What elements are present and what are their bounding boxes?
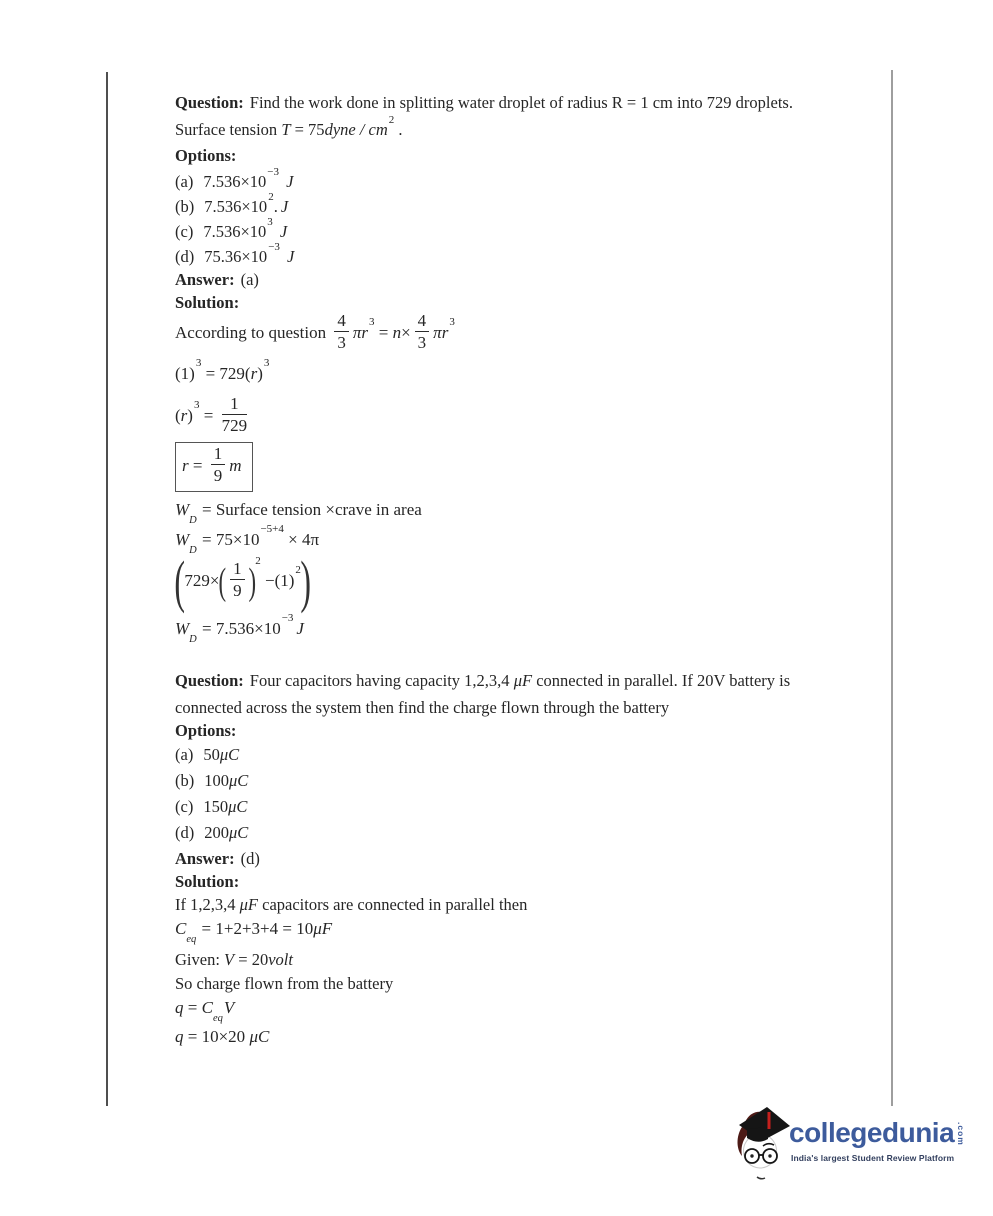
option-sep (279, 172, 283, 191)
q1-sol-eq5 (175, 523, 320, 557)
eq5-base: = 75×10 (197, 530, 260, 549)
eq3-r: r (180, 405, 188, 425)
fraction-denominator: 729 (221, 416, 248, 435)
option-label: (c) (175, 797, 194, 816)
q1-sol-eq3 (175, 396, 251, 438)
q-equals: = (183, 998, 202, 1017)
option-value: 150 (203, 797, 229, 816)
option-unit: μC (219, 745, 240, 764)
q2-answer-label: Answer: (175, 849, 235, 868)
q1-question-line2 (175, 113, 403, 141)
eq1-n: n (392, 322, 402, 342)
fraction-numerator: 4 (334, 311, 349, 332)
q2-question-line1 (175, 670, 790, 692)
fraction-numerator: 4 (415, 311, 430, 332)
sol-text-b: capacitors are connected in parallel then (258, 895, 528, 914)
q2-sol-given (175, 949, 293, 971)
eq2-mid: = 729( (201, 364, 251, 383)
q2-question-text-b: connected in parallel. If 20V battery is (532, 671, 791, 690)
q1-options-label: Options: (175, 146, 237, 165)
q-c-subscript: eq (212, 1013, 223, 1025)
q1-sol-boxed-result (175, 442, 253, 492)
q2-solution-label: Solution: (175, 872, 240, 891)
given-label: Given: (175, 950, 225, 969)
logo-tagline: India's largest Student Review Platform (791, 1153, 955, 1163)
q1-eq-75: = 75 (290, 120, 325, 139)
option-sep (273, 222, 277, 241)
ceq-symbol: C (175, 919, 187, 938)
q2-question-label: Question: (175, 671, 244, 690)
fraction-numerator: 1 (230, 559, 245, 580)
q-c-symbol: C (201, 998, 213, 1017)
option-exponent: −3 (267, 165, 279, 178)
option-unit: J (279, 222, 288, 241)
option-value: 7.536×10 (204, 197, 268, 216)
option-value: 7.536×10 (203, 172, 267, 191)
eq2-exp: 3 (195, 357, 202, 370)
big-open-paren: ( (174, 549, 185, 614)
q1-options-label-line (175, 145, 236, 167)
option-exponent: −3 (268, 240, 280, 253)
given-var: V (224, 950, 235, 969)
q2-question-text-cont: connected across the system then find the charge flown through the battery (175, 698, 670, 717)
q2-sol-ceq (175, 918, 333, 946)
q2-sol-line1 (175, 894, 527, 916)
eq1-equals: = (374, 322, 393, 342)
option-label: (a) (175, 172, 194, 191)
option-unit: J (286, 172, 294, 191)
q1-solution-label: Solution: (175, 293, 240, 312)
eq2-close: ) (257, 364, 263, 383)
q1-option-d (175, 240, 295, 268)
q2-sol-q-result (175, 1026, 269, 1048)
q-symbol: q (175, 998, 184, 1017)
fraction-1-9 (230, 559, 245, 601)
given-unit: volt (268, 950, 293, 969)
option-sep (280, 247, 284, 266)
option-label: (b) (175, 197, 195, 216)
q2-sol-q-formula (175, 997, 235, 1025)
q2-answer-value: (d) (240, 849, 260, 868)
option-value: 100 (204, 771, 229, 790)
option-value: 50 (203, 745, 220, 764)
inner-close-paren: ) (248, 561, 256, 603)
q1-sol-eq1 (175, 313, 455, 355)
q-v-symbol: V (223, 998, 235, 1017)
inner-open-paren: ( (218, 561, 227, 603)
option-unit: μC (229, 771, 249, 790)
q2-solution-label-line (175, 871, 239, 893)
q2-options-label-line (175, 720, 236, 742)
mascot-icon (733, 1100, 791, 1184)
eq3-open: ( (175, 405, 181, 425)
fraction-4-3 (334, 311, 349, 353)
result-exponent: −3 (281, 612, 294, 625)
eq1-prefix: According to question (175, 322, 331, 342)
q-unit: μC (249, 1027, 270, 1046)
logo-brand-text: collegedunia (789, 1117, 955, 1148)
page-border-right (891, 70, 893, 1106)
page-border-left (106, 72, 108, 1106)
q2-option-d (175, 822, 248, 844)
fraction-denominator: 9 (213, 466, 223, 485)
option-unit: μC (229, 823, 249, 842)
fraction-numerator: 1 (211, 444, 226, 465)
q2-answer-line (175, 848, 260, 870)
sol-text-a: If 1,2,3,4 (175, 895, 240, 914)
option-label: (d) (175, 823, 195, 842)
q2-option-c (175, 796, 247, 818)
fraction-denominator: 3 (337, 333, 346, 352)
q1-option-a (175, 165, 294, 193)
q1-sol-eq6-bigparen (174, 549, 311, 614)
q2-question-line2 (175, 697, 669, 719)
q1-question-text: Find the work done in splitting water droplet of radius R = 1 cm into 729 droplets. (249, 93, 793, 112)
q1-option-c (175, 215, 288, 243)
option-value: 7.536×10 (203, 222, 267, 241)
q2-option-b (175, 770, 248, 792)
eq6-exp1: 2 (255, 555, 261, 568)
collegedunia-logo (733, 1100, 983, 1190)
wd-symbol: W (175, 619, 190, 638)
wd-symbol: W (175, 530, 190, 549)
sol-charge-text: So charge flown from the battery (175, 974, 394, 993)
fraction-denominator: 3 (417, 333, 427, 352)
wd-subscript: D (189, 515, 197, 527)
q1-answer-value: (a) (240, 270, 259, 289)
q1-exp-2: 2 (388, 113, 395, 126)
q1-sol-result (175, 612, 304, 646)
given-eq: = 20 (234, 950, 269, 969)
q1-period: . (394, 120, 403, 139)
ceq-sum: = 1+2+3+4 = 10 (197, 919, 314, 938)
eq2-r: r (250, 364, 258, 383)
q1-var-T: T (281, 120, 291, 139)
option-label: (b) (175, 771, 195, 790)
q1-sol-eq4 (175, 499, 422, 527)
option-label: (c) (175, 222, 194, 241)
wd-symbol: W (175, 500, 190, 519)
eq1-pi-r: πr (352, 322, 368, 342)
result-unit: J (296, 619, 304, 638)
eq2-exp: 3 (263, 357, 270, 370)
eq6-729x: 729× (184, 570, 220, 590)
box-r: r (182, 455, 189, 475)
fraction-numerator: 1 (222, 394, 248, 415)
fraction-4-3 (415, 311, 430, 353)
eq6-exp2: 2 (295, 564, 301, 577)
fraction-denominator: 9 (233, 581, 242, 600)
q1-unit-dyne: dyne / cm (324, 120, 388, 139)
eq1-exp: 3 (449, 316, 455, 329)
eq3-exp: 3 (193, 399, 200, 412)
box-equals: = (188, 455, 207, 475)
q2-question-text-a: Four capacitors having capacity 1,2,3,4 (249, 671, 514, 690)
q1-question-label: Question: (175, 93, 244, 112)
logo-tld: .com (956, 1122, 967, 1146)
q1-question-line1 (175, 92, 793, 114)
q1-option-b (175, 190, 289, 218)
eq3-close: ) (187, 405, 193, 425)
option-exponent: 3 (267, 215, 273, 228)
q1-solution-label-line (175, 292, 239, 314)
option-exponent: 2 (268, 190, 274, 203)
boxed-equation (175, 442, 253, 492)
box-unit: m (229, 455, 242, 475)
logo-brand (789, 1117, 966, 1149)
option-value: 75.36×10 (204, 247, 268, 266)
fraction-1-729 (222, 394, 248, 436)
eq5-rest: × 4π (283, 530, 320, 549)
option-unit: J (287, 247, 295, 266)
fraction-1-9 (211, 444, 226, 486)
sol-microfarad: μF (239, 895, 258, 914)
q1-answer-label: Answer: (175, 270, 235, 289)
option-label: (d) (175, 247, 195, 266)
option-sep: . (273, 197, 278, 216)
eq3-equals: = (199, 405, 218, 425)
eq6-minus-one: −(1) (260, 570, 295, 590)
q2-options-label: Options: (175, 721, 237, 740)
big-close-paren: ) (300, 549, 311, 614)
q2-sol-line4 (175, 973, 393, 995)
wd-subscript: D (189, 634, 197, 646)
q-symbol: q (175, 1027, 184, 1046)
eq4-text: = Surface tension ×crave in area (197, 500, 422, 519)
wd-subscript: D (189, 545, 197, 557)
q1-surface-tension-text: Surface tension (175, 120, 282, 139)
eq1-pi-r: πr (433, 322, 449, 342)
ceq-subscript: eq (186, 934, 197, 946)
q1-sol-eq2 (175, 357, 270, 385)
eq1-times: × (401, 322, 411, 342)
eq2-lhs: (1) (175, 364, 195, 383)
result-base: = 7.536×10 (197, 619, 281, 638)
option-label: (a) (175, 745, 194, 764)
q-product: = 10×20 (183, 1027, 250, 1046)
q2-microfarad: μF (513, 671, 533, 690)
q1-answer-line (175, 269, 259, 291)
option-value: 200 (204, 823, 229, 842)
ceq-unit: μF (313, 919, 333, 938)
option-unit: J (280, 197, 289, 216)
eq5-exponent: −5+4 (260, 523, 284, 536)
option-unit: μC (228, 797, 248, 816)
eq1-exp: 3 (368, 316, 375, 329)
q2-option-a (175, 744, 239, 766)
